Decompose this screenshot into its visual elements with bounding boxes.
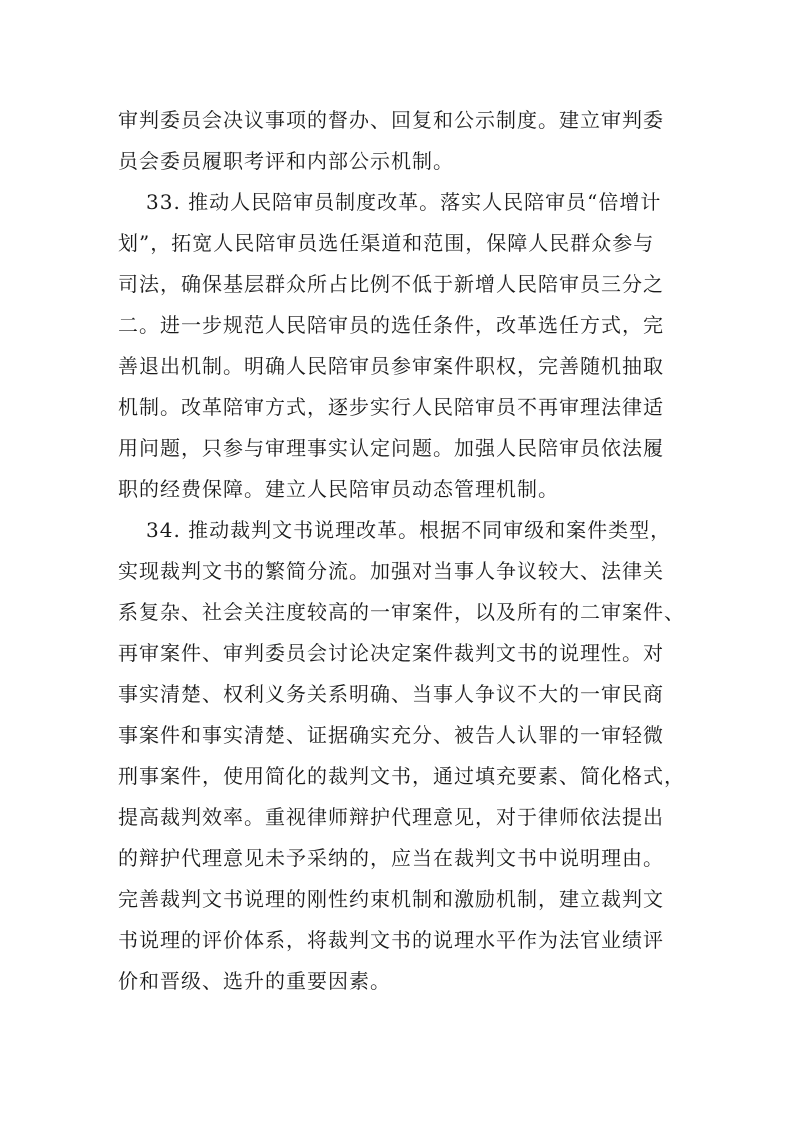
- text-line: 机制。改革陪审方式，逐步实行人民陪审员不再审理法律适: [118, 395, 664, 419]
- text-line: 用问题，只参与审理事实认定问题。加强人民陪审员依法履: [118, 436, 664, 460]
- text-line: 事案件和事实清楚、证据确实充分、被告人认罪的一审轻微: [118, 723, 664, 747]
- text-line: 再审案件、审判委员会讨论决定案件裁判文书的说理性。对: [118, 641, 664, 665]
- text-line: 善退出机制。明确人民陪审员参审案件职权，完善随机抽取: [118, 354, 664, 378]
- text-line: 完善裁判文书说理的刚性约束机制和激励机制，建立裁判文: [118, 887, 664, 911]
- text-line: 司法，确保基层群众所占比例不低于新增人民陪审员三分之: [118, 272, 664, 296]
- text-line: 刑事案件，使用简化的裁判文书，通过填充要素、简化格式，: [118, 764, 685, 788]
- text-line: 提高裁判效率。重视律师辩护代理意见，对于律师依法提出: [118, 805, 664, 829]
- section-34-heading-line: 34. 推动裁判文书说理改革。根据不同审级和案件类型，: [146, 518, 672, 542]
- text-line: 划”，拓宽人民陪审员选任渠道和范围，保障人民群众参与: [118, 231, 655, 255]
- text-line: 的辩护代理意见未予采纳的，应当在裁判文书中说明理由。: [118, 846, 664, 870]
- text-line: 实现裁判文书的繁简分流。加强对当事人争议较大、法律关: [118, 559, 664, 583]
- section-33-heading-line: 33. 推动人民陪审员制度改革。落实人民陪审员“倍增计: [146, 190, 662, 214]
- text-line: 价和晋级、选升的重要因素。: [118, 969, 391, 993]
- text-line: 员会委员履职考评和内部公示机制。: [118, 149, 454, 173]
- text-line: 系复杂、社会关注度较高的一审案件，以及所有的二审案件、: [118, 600, 685, 624]
- text-line: 职的经费保障。建立人民陪审员动态管理机制。: [118, 477, 559, 501]
- text-line: 审判委员会决议事项的督办、回复和公示制度。建立审判委: [118, 108, 664, 132]
- text-line: 事实清楚、权利义务关系明确、当事人争议不大的一审民商: [118, 682, 664, 706]
- document-body: [118, 100, 685, 1002]
- text-line: 二。进一步规范人民陪审员的选任条件，改革选任方式，完: [118, 313, 664, 337]
- text-line: 书说理的评价体系，将裁判文书的说理水平作为法官业绩评: [118, 928, 664, 952]
